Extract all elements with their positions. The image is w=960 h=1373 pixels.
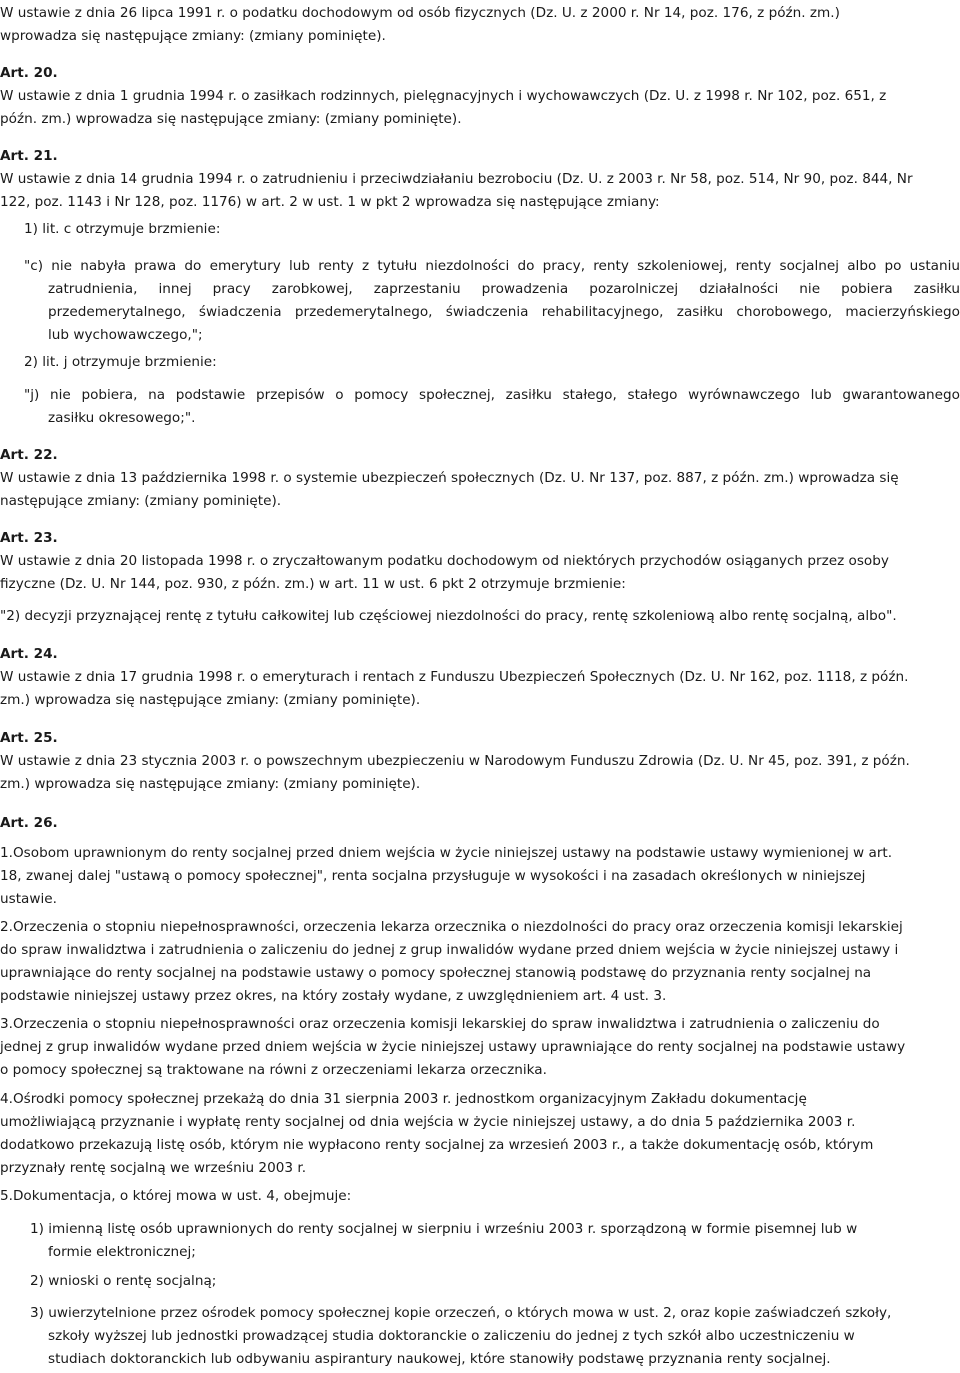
- doc-line: W ustawie z dnia 23 stycznia 2003 r. o powszechnym ubezpieczeniu w Narodowym Funduszu Zdrowia (Dz. U. Nr 45, poz. 391, z późn.: [0, 753, 910, 769]
- quoted-amendment-line: "c) nie nabyła prawa do emerytury lub renty z tytułu niezdolności do pracy, renty szkoleniowej, renty socjalnej albo po ustaniu: [24, 258, 960, 274]
- quoted-amendment-line: przedemerytalnego, świadczenia przedemerytalnego, świadczenia rehabilitacyjnego, zasiłku chorobowego, macierzyńskiego: [48, 304, 960, 320]
- quoted-amendment-line: "2) decyzji przyznającej rentę z tytułu całkowitej lub częściowej niezdolności do pracy, rentę szkoleniową albo rentę socjalną, albo".: [0, 608, 897, 624]
- list-item-point: 3) uwierzytelnione przez ośrodek pomocy społecznej kopie orzeczeń, o których mowa w ust. 2, oraz kopie zaświadczeń szkoły,: [30, 1305, 892, 1321]
- article-heading: Art. 20.: [0, 65, 58, 81]
- list-item-point: 2) lit. j otrzymuje brzmienie:: [24, 354, 217, 370]
- doc-line: jednej z grup inwalidów wydane przed dniem wejścia w życie niniejszej ustawy uprawniające do renty socjalnej na podstawie ustawy: [0, 1039, 906, 1055]
- doc-line: 4.Ośrodki pomocy społecznej przekażą do dnia 31 sierpnia 2003 r. jednostkom organizacyjnym Zakładu dokumentację: [0, 1091, 807, 1107]
- doc-line: uprawniające do renty socjalnej na podstawie ustawy o pomocy społecznej stanowią podstawę do przyznania renty socjalnej na: [0, 965, 872, 981]
- doc-line: 2.Orzeczenia o stopniu niepełnosprawności, orzeczenia lekarza orzecznika o niezdolności do pracy oraz orzeczenia komisji lekarskiej: [0, 919, 903, 935]
- article-heading: Art. 24.: [0, 646, 58, 662]
- doc-line: fizyczne (Dz. U. Nr 144, poz. 930, z późn. zm.) w art. 11 w ust. 6 pkt 2 otrzymuje brzmienie:: [0, 576, 626, 592]
- article-heading: Art. 26.: [0, 815, 58, 831]
- doc-line: o pomocy społecznej są traktowane na równi z orzeczeniami lekarza orzecznika.: [0, 1062, 547, 1078]
- quoted-amendment-line: lub wychowawczego,";: [48, 327, 203, 343]
- doc-line: W ustawie z dnia 14 grudnia 1994 r. o zatrudnieniu i przeciwdziałaniu bezrobociu (Dz. U. z 2003 r. Nr 58, poz. 514, Nr 90, poz. 844, Nr: [0, 171, 913, 187]
- doc-line: W ustawie z dnia 13 października 1998 r. o systemie ubezpieczeń społecznych (Dz. U. Nr 137, poz. 887, z późn. zm.) wprowadza się: [0, 470, 899, 486]
- article-heading: Art. 23.: [0, 530, 58, 546]
- doc-line: późn. zm.) wprowadza się następujące zmiany: (zmiany pominięte).: [0, 111, 462, 127]
- doc-line: 3.Orzeczenia o stopniu niepełnosprawności oraz orzeczenia komisji lekarskiej do spraw inwalidztwa i zatrudnienia o zaliczeniu do: [0, 1016, 880, 1032]
- list-item-point: studiach doktoranckich lub odbywaniu aspirantury naukowej, które stanowiły podstawę przyznania renty socjalnej.: [48, 1351, 831, 1367]
- article-heading: Art. 25.: [0, 730, 58, 746]
- list-item-point: szkoły wyższej lub jednostki prowadzącej studia doktoranckie o zaliczeniu do jednej z tych szkół albo uczestniczeniu w: [48, 1328, 855, 1344]
- doc-line: 5.Dokumentacja, o której mowa w ust. 4, obejmuje:: [0, 1188, 352, 1204]
- doc-line: 122, poz. 1143 i Nr 128, poz. 1176) w art. 2 w ust. 1 w pkt 2 wprowadza się następujące zmiany:: [0, 194, 660, 210]
- doc-line: następujące zmiany: (zmiany pominięte).: [0, 493, 282, 509]
- doc-line: zm.) wprowadza się następujące zmiany: (zmiany pominięte).: [0, 776, 421, 792]
- doc-line: W ustawie z dnia 1 grudnia 1994 r. o zasiłkach rodzinnych, pielęgnacyjnych i wychowawczych (Dz. U. z 1998 r. Nr 102, poz. 651, z: [0, 88, 887, 104]
- doc-line: W ustawie z dnia 17 grudnia 1998 r. o emeryturach i rentach z Funduszu Ubezpieczeń Społecznych (Dz. U. Nr 162, poz. 1118, z późn.: [0, 669, 909, 685]
- doc-line: podstawie niniejszej ustawy przez okres, na który zostały wydane, z uwzględnieniem art. 4 ust. 3.: [0, 988, 667, 1004]
- doc-line: do spraw inwalidztwa i zatrudnienia o zaliczeniu do jednej z grup inwalidów wydane przed dniem wejścia w życie niniejszej ustawy i: [0, 942, 899, 958]
- doc-line: zm.) wprowadza się następujące zmiany: (zmiany pominięte).: [0, 692, 421, 708]
- list-item-point: 1) lit. c otrzymuje brzmienie:: [24, 221, 221, 237]
- doc-line: 18, zwanej dalej "ustawą o pomocy społecznej", renta socjalna przysługuje w wysokości i na zasadach określonych w niniejszej: [0, 868, 866, 884]
- article-heading: Art. 22.: [0, 447, 58, 463]
- doc-line: umożliwiającą przyznanie i wypłatę renty socjalnej od dnia wejścia w życie niniejszej ustawy, a do dnia 5 października 2003 r.: [0, 1114, 856, 1130]
- quoted-amendment-line: zatrudnienia, innej pracy zarobkowej, zaprzestaniu prowadzenia pozarolniczej działalności nie pobiera zasiłku: [48, 281, 960, 297]
- doc-line: dodatkowo przekazują listę osób, którym nie wypłacono renty socjalnej za wrzesień 2003 r., a także dokumentację osób, którym: [0, 1137, 874, 1153]
- doc-line: wprowadza się następujące zmiany: (zmiany pominięte).: [0, 28, 386, 44]
- quoted-amendment-line: zasiłku okresowego;".: [48, 410, 196, 426]
- doc-line: W ustawie z dnia 26 lipca 1991 r. o podatku dochodowym od osób fizycznych (Dz. U. z 2000 r. Nr 14, poz. 176, z późn. zm.): [0, 5, 840, 21]
- article-heading: Art. 21.: [0, 148, 58, 164]
- doc-line: przyznały rentę socjalną we wrześniu 2003 r.: [0, 1160, 307, 1176]
- doc-line: W ustawie z dnia 20 listopada 1998 r. o zryczałtowanym podatku dochodowym od niektórych przychodów osiąganych przez osoby: [0, 553, 889, 569]
- doc-line: 1.Osobom uprawnionym do renty socjalnej przed dniem wejścia w życie niniejszej ustawy na podstawie ustawy wymienionej w art.: [0, 845, 893, 861]
- list-item-point: formie elektronicznej;: [48, 1244, 196, 1260]
- list-item-point: 1) imienną listę osób uprawnionych do renty socjalnej w sierpniu i wrześniu 2003 r. sporządzoną w formie pisemnej lub w: [30, 1221, 858, 1237]
- list-item-point: 2) wnioski o rentę socjalną;: [30, 1273, 217, 1289]
- doc-line: ustawie.: [0, 891, 57, 907]
- quoted-amendment-line: "j) nie pobiera, na podstawie przepisów o pomocy społecznej, zasiłku stałego, stałego wyrównawczego lub gwarantowanego: [24, 387, 960, 403]
